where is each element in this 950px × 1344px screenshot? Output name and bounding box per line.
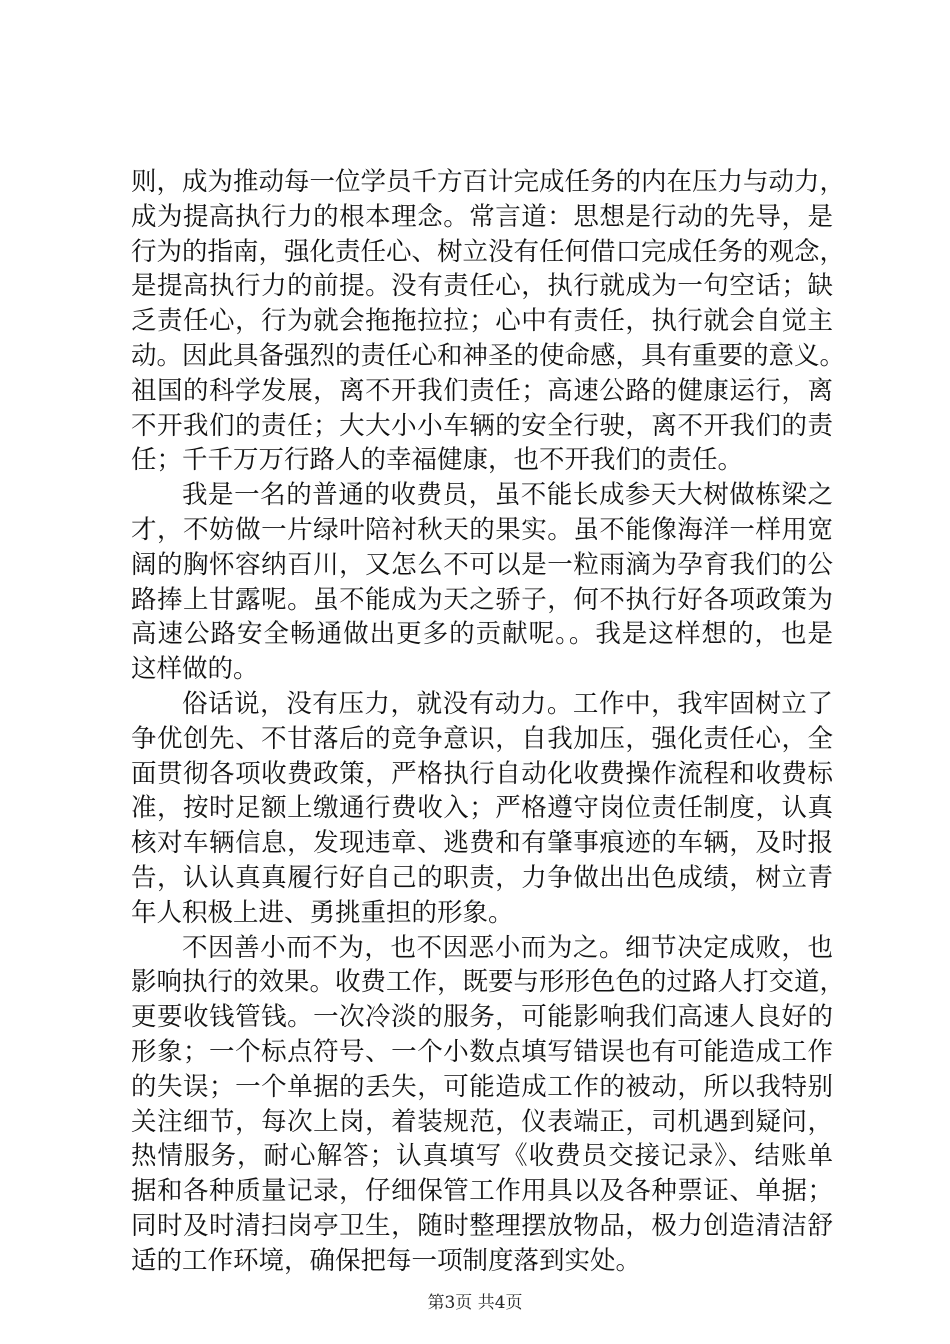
text-line: 形象；一个标点符号、一个小数点填写错误也有可能造成工作 bbox=[131, 1036, 833, 1067]
text-line: 适的工作环境，确保把每一项制度落到实处。 bbox=[131, 1245, 642, 1276]
text-line: 乏责任心，行为就会拖拖拉拉；心中有责任，执行就会自觉主 bbox=[131, 306, 833, 337]
text-line: 面贯彻各项收费政策，严格执行自动化收费操作流程和收费标 bbox=[131, 758, 833, 789]
text-line: 影响执行的效果。收费工作，既要与形形色色的过路人打交道， bbox=[131, 967, 846, 998]
paragraph bbox=[131, 165, 846, 478]
text-line: 不开我们的责任；大大小小车辆的安全行驶，离不开我们的责 bbox=[131, 410, 833, 441]
text-line: 关注细节，每次上岗，着装规范，仪表端正，司机遇到疑问， bbox=[131, 1106, 833, 1137]
text-line: 核对车辆信息，发现违章、逃费和有肇事痕迹的车辆，及时报 bbox=[131, 828, 833, 859]
text-line: 准，按时足额上缴通行费收入；严格遵守岗位责任制度，认真 bbox=[131, 793, 833, 824]
paragraph bbox=[131, 931, 846, 1279]
text-line: 祖国的科学发展，离不开我们责任；高速公路的健康运行，离 bbox=[131, 375, 833, 406]
text-line: 不因善小而不为，也不因恶小而为之。细节决定成败，也 bbox=[182, 932, 833, 963]
page-number-footer: 第3页 共4页 bbox=[427, 1293, 523, 1313]
text-line: 我是一名的普通的收费员，虽不能长成参天大树做栋梁之 bbox=[182, 480, 833, 511]
text-line: 争优创先、不甘落后的竞争意识，自我加压，强化责任心，全 bbox=[131, 723, 833, 754]
paragraph bbox=[131, 687, 833, 931]
document-body bbox=[131, 165, 846, 1279]
text-line: 告，认认真真履行好自己的职责，力争做出出色成绩，树立青 bbox=[131, 862, 833, 893]
text-line: 成为提高执行力的根本理念。常言道：思想是行动的先导，是 bbox=[131, 201, 833, 232]
text-line: 更要收钱管钱。一次冷淡的服务，可能影响我们高速人良好的 bbox=[131, 1002, 833, 1033]
paragraph bbox=[131, 478, 833, 687]
text-line: 据和各种质量记录，仔细保管工作用具以及各种票证、单据； bbox=[131, 1176, 833, 1207]
text-line: 动。因此具备强烈的责任心和神圣的使命感，具有重要的意义。 bbox=[131, 340, 846, 371]
text-line: 阔的胸怀容纳百川，又怎么不可以是一粒雨滴为孕育我们的公 bbox=[131, 549, 833, 580]
text-line: 才，不妨做一片绿叶陪衬秋天的果实。虽不能像海洋一样用宽 bbox=[131, 514, 833, 545]
text-line: 年人积极上进、勇挑重担的形象。 bbox=[131, 897, 514, 928]
text-line: 任；千千万万行路人的幸福健康，也不开我们的责任。 bbox=[131, 445, 744, 476]
text-line: 是提高执行力的前提。没有责任心，执行就成为一句空话；缺 bbox=[131, 271, 833, 302]
text-line: 高速公路安全畅通做出更多的贡献呢。。我是这样想的，也是 bbox=[131, 619, 833, 650]
text-line: 热情服务，耐心解答；认真填写《收费员交接记录》、结账单 bbox=[131, 1141, 833, 1172]
text-line: 同时及时清扫岗亭卫生，随时整理摆放物品，极力创造清洁舒 bbox=[131, 1210, 833, 1241]
text-line: 行为的指南，强化责任心、树立没有任何借口完成任务的观念， bbox=[131, 236, 846, 267]
text-line: 这样做的。 bbox=[131, 654, 259, 685]
text-line: 路捧上甘露呢。虽不能成为天之骄子，何不执行好各项政策为 bbox=[131, 584, 833, 615]
text-line: 的失误；一个单据的丢失，可能造成工作的被动，所以我特别 bbox=[131, 1071, 833, 1102]
text-line: 俗话说，没有压力，就没有动力。工作中，我牢固树立了 bbox=[182, 688, 833, 719]
text-line: 则，成为推动每一位学员千方百计完成任务的内在压力与动力， bbox=[131, 167, 846, 197]
